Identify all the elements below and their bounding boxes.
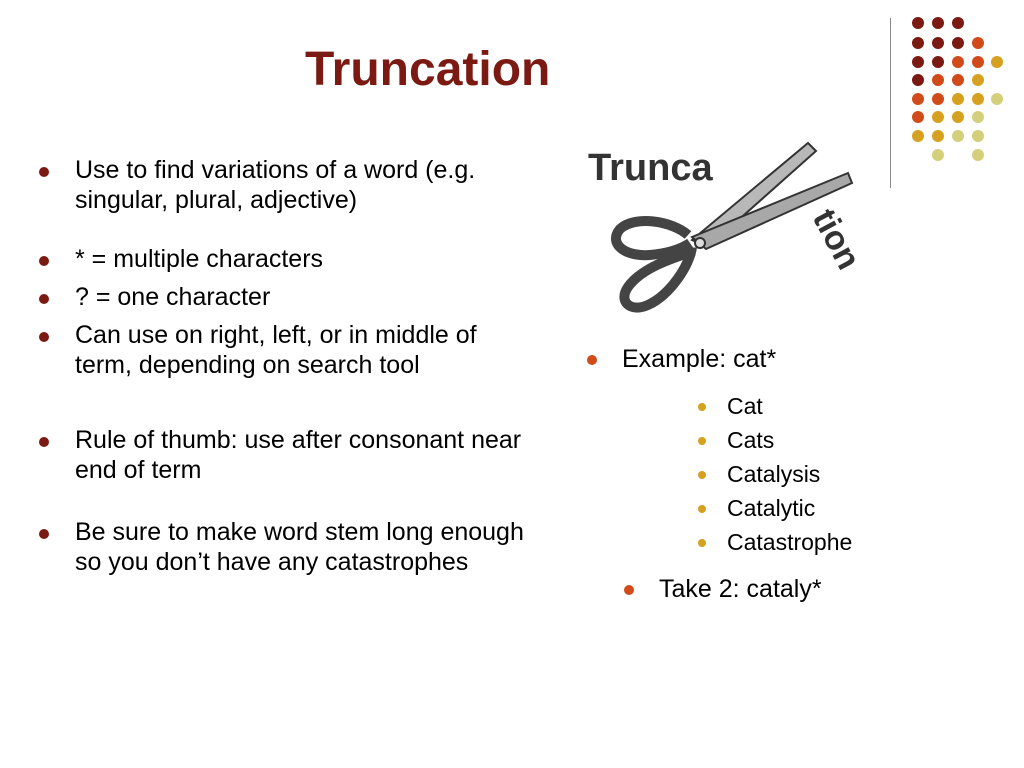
dot bbox=[991, 56, 1003, 68]
bullet-item: Be sure to make word stem long enough so you don’t have any catastrophes bbox=[38, 517, 538, 577]
dot bbox=[912, 56, 924, 68]
example-bullet bbox=[585, 343, 1005, 559]
dot bbox=[932, 111, 944, 123]
sub-item: Catastrophe bbox=[694, 525, 1005, 559]
right-bullet-list bbox=[585, 343, 1005, 605]
dot bbox=[912, 130, 924, 142]
image-text-trunca: Trunca bbox=[588, 147, 713, 189]
sub-item: Catalysis bbox=[694, 457, 1005, 491]
dot bbox=[912, 111, 924, 123]
scissor-pivot bbox=[695, 238, 705, 248]
dot bbox=[912, 37, 924, 49]
image-text-tion: tion bbox=[804, 202, 868, 276]
dot bbox=[932, 130, 944, 142]
bullet-item: Rule of thumb: use after consonant near end of term bbox=[38, 425, 538, 485]
dot bbox=[972, 74, 984, 86]
dot bbox=[932, 37, 944, 49]
dot bbox=[912, 17, 924, 29]
dot bbox=[972, 149, 984, 161]
dot bbox=[932, 56, 944, 68]
dot bbox=[932, 93, 944, 105]
dot bbox=[952, 74, 964, 86]
dot bbox=[952, 130, 964, 142]
dot bbox=[972, 130, 984, 142]
dot bbox=[952, 17, 964, 29]
bullet-item: ? = one character bbox=[38, 282, 538, 312]
scissors-truncation-image bbox=[580, 125, 890, 325]
dot bbox=[932, 149, 944, 161]
dot bbox=[952, 93, 964, 105]
sub-item: Cat bbox=[694, 389, 1005, 423]
vertical-divider bbox=[890, 18, 891, 188]
take2-bullet: Take 2: cataly* bbox=[622, 573, 1005, 605]
example-label: Example: cat* bbox=[622, 345, 777, 373]
dot bbox=[952, 111, 964, 123]
scissor-handle-upper bbox=[616, 221, 690, 255]
dot bbox=[932, 74, 944, 86]
bullet-item: Can use on right, left, or in middle of term, depending on search tool bbox=[38, 320, 538, 380]
dot bbox=[932, 17, 944, 29]
sub-item: Cats bbox=[694, 423, 1005, 457]
left-bullet-list bbox=[38, 155, 538, 577]
dot bbox=[952, 37, 964, 49]
example-sublist bbox=[622, 389, 1005, 559]
dot bbox=[972, 37, 984, 49]
dot bbox=[991, 93, 1003, 105]
slide-title: Truncation bbox=[305, 43, 551, 96]
bullet-item: Use to find variations of a word (e.g. singular, plural, adjective) bbox=[38, 155, 538, 215]
dot bbox=[952, 56, 964, 68]
sub-item: Catalytic bbox=[694, 491, 1005, 525]
dot bbox=[972, 111, 984, 123]
dot bbox=[912, 74, 924, 86]
dot bbox=[912, 93, 924, 105]
dot bbox=[972, 56, 984, 68]
dot bbox=[972, 93, 984, 105]
bullet-item: * = multiple characters bbox=[38, 244, 538, 274]
